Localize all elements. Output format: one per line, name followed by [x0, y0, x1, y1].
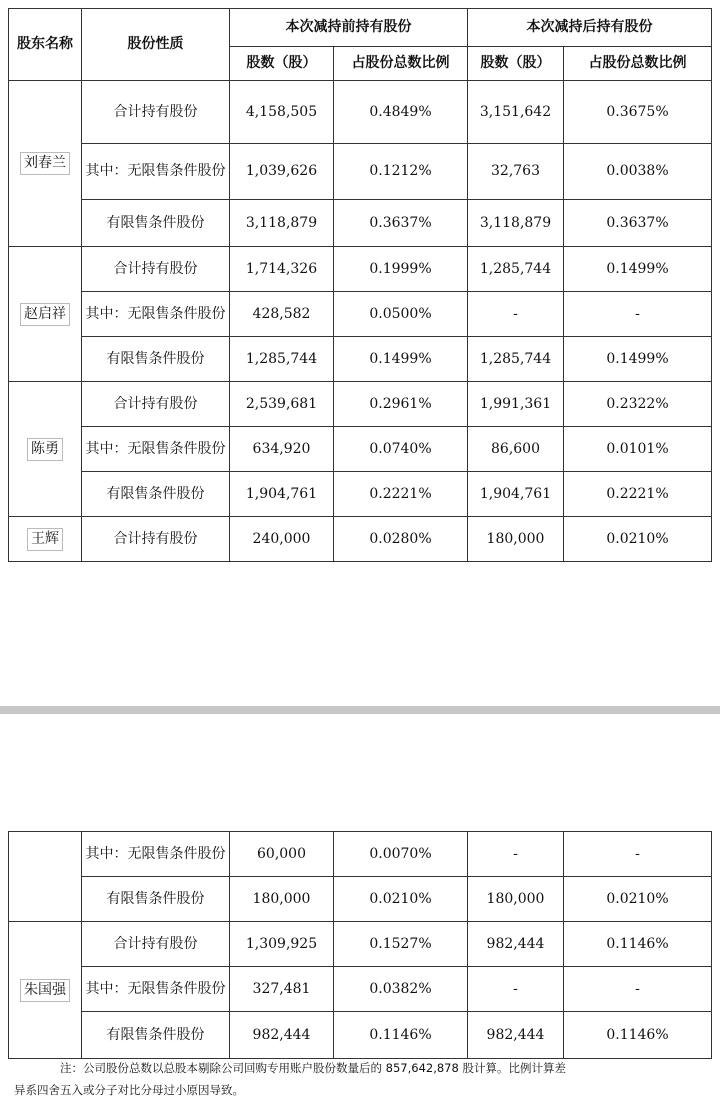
share-type-cell: 合计持有股份	[82, 922, 230, 967]
table-row	[9, 382, 712, 427]
after-ratio-cell: 0.1146%	[564, 1012, 712, 1059]
before-ratio-cell: 0.4849%	[334, 81, 468, 144]
after-ratio-cell: 0.1146%	[564, 922, 712, 967]
table-row	[9, 472, 712, 517]
before-ratio-cell: 0.1499%	[334, 337, 468, 382]
after-ratio-cell: -	[564, 292, 712, 337]
before-shares-cell: 428,582	[230, 292, 334, 337]
share-type-cell: 合计持有股份	[82, 382, 230, 427]
after-ratio-cell: 0.1499%	[564, 337, 712, 382]
after-ratio-cell: -	[564, 967, 712, 1012]
before-shares-cell: 240,000	[230, 517, 334, 562]
before-shares-cell: 4,158,505	[230, 81, 334, 144]
share-type-cell: 合计持有股份	[82, 247, 230, 292]
before-ratio-cell: 0.0070%	[334, 832, 468, 877]
table-row	[9, 967, 712, 1012]
table-body-page1	[9, 81, 712, 562]
share-type-cell: 其中：无限售条件股份	[82, 832, 230, 877]
share-type-cell: 合计持有股份	[82, 81, 230, 144]
before-ratio-cell: 0.1212%	[334, 144, 468, 200]
before-ratio-cell: 0.0280%	[334, 517, 468, 562]
after-shares-cell: 1,991,361	[468, 382, 564, 427]
footnote-line-1: 注：公司股份总数以总股本剔除公司回购专用账户股份数量后的 857,642,878 股计算。比例计算差	[60, 1061, 566, 1075]
after-shares-cell: 3,118,879	[468, 200, 564, 247]
table-row	[9, 1012, 712, 1059]
after-shares-cell: 982,444	[468, 1012, 564, 1059]
shareholder-name: 王辉	[27, 528, 63, 551]
share-type-cell: 合计持有股份	[82, 517, 230, 562]
after-shares-cell: 180,000	[468, 517, 564, 562]
after-shares-cell: -	[468, 292, 564, 337]
after-shares-cell: 1,285,744	[468, 247, 564, 292]
header-after-shares: 股数（股）	[468, 47, 564, 81]
shareholder-name: 赵启祥	[20, 303, 70, 326]
before-ratio-cell: 0.2221%	[334, 472, 468, 517]
shareholder-name-cell	[9, 922, 82, 1059]
header-before-ratio: 占股份总数比例	[334, 47, 468, 81]
after-ratio-cell: 0.0210%	[564, 517, 712, 562]
before-shares-cell: 1,039,626	[230, 144, 334, 200]
before-shares-cell: 327,481	[230, 967, 334, 1012]
table-row	[9, 292, 712, 337]
before-shares-cell: 180,000	[230, 877, 334, 922]
after-ratio-cell: 0.2322%	[564, 382, 712, 427]
share-type-cell: 其中：无限售条件股份	[82, 144, 230, 200]
share-type-cell: 有限售条件股份	[82, 200, 230, 247]
before-shares-cell: 3,118,879	[230, 200, 334, 247]
after-shares-cell: 1,904,761	[468, 472, 564, 517]
table-row	[9, 832, 712, 877]
table-row	[9, 337, 712, 382]
before-shares-cell: 1,309,925	[230, 922, 334, 967]
table-row	[9, 877, 712, 922]
share-type-cell: 其中：无限售条件股份	[82, 967, 230, 1012]
before-shares-cell: 1,285,744	[230, 337, 334, 382]
after-ratio-cell: 0.3637%	[564, 200, 712, 247]
shareholder-name-cell	[9, 81, 82, 247]
before-ratio-cell: 0.1527%	[334, 922, 468, 967]
header-shareholder-name: 股东名称	[9, 9, 82, 81]
before-ratio-cell: 0.2961%	[334, 382, 468, 427]
after-shares-cell: -	[468, 832, 564, 877]
header-share-type: 股份性质	[82, 9, 230, 81]
after-ratio-cell: 0.3675%	[564, 81, 712, 144]
after-shares-cell: 180,000	[468, 877, 564, 922]
before-shares-cell: 634,920	[230, 427, 334, 472]
table-row	[9, 81, 712, 144]
after-ratio-cell: 0.1499%	[564, 247, 712, 292]
table-row	[9, 427, 712, 472]
table-row	[9, 922, 712, 967]
after-shares-cell: -	[468, 967, 564, 1012]
before-ratio-cell: 0.0382%	[334, 967, 468, 1012]
after-shares-cell: 86,600	[468, 427, 564, 472]
header-before-shares: 股数（股）	[230, 47, 334, 81]
shareholder-name: 朱国强	[20, 979, 70, 1002]
before-shares-cell: 1,904,761	[230, 472, 334, 517]
shareholder-name: 陈勇	[27, 438, 63, 461]
footnote-line-2: 异系四舍五入或分子对比分母过小原因导致。	[14, 1083, 244, 1097]
after-ratio-cell: 0.0210%	[564, 877, 712, 922]
header-before-reduction: 本次减持前持有股份	[230, 9, 468, 47]
share-type-cell: 其中：无限售条件股份	[82, 292, 230, 337]
share-type-cell: 有限售条件股份	[82, 877, 230, 922]
before-ratio-cell: 0.0500%	[334, 292, 468, 337]
after-shares-cell: 982,444	[468, 922, 564, 967]
table-body-page2	[9, 832, 712, 1059]
table-row	[9, 144, 712, 200]
table-row	[9, 247, 712, 292]
after-ratio-cell: 0.0101%	[564, 427, 712, 472]
shareholder-name: 刘春兰	[20, 152, 70, 175]
before-ratio-cell: 0.3637%	[334, 200, 468, 247]
table-row	[9, 200, 712, 247]
after-shares-cell: 1,285,744	[468, 337, 564, 382]
shareholder-name-cell	[9, 517, 82, 562]
after-ratio-cell: 0.0038%	[564, 144, 712, 200]
shareholder-name-cell	[9, 382, 82, 517]
before-shares-cell: 60,000	[230, 832, 334, 877]
after-ratio-cell: 0.2221%	[564, 472, 712, 517]
after-shares-cell: 3,151,642	[468, 81, 564, 144]
before-shares-cell: 1,714,326	[230, 247, 334, 292]
before-shares-cell: 2,539,681	[230, 382, 334, 427]
table-footnote	[14, 1057, 714, 1101]
header-after-reduction: 本次减持后持有股份	[468, 9, 712, 47]
shareholder-name-cell	[9, 832, 82, 922]
shareholding-table-page1	[8, 8, 712, 562]
after-ratio-cell: -	[564, 832, 712, 877]
share-type-cell: 有限售条件股份	[82, 1012, 230, 1059]
page-divider	[0, 706, 720, 714]
before-shares-cell: 982,444	[230, 1012, 334, 1059]
before-ratio-cell: 0.0210%	[334, 877, 468, 922]
before-ratio-cell: 0.1146%	[334, 1012, 468, 1059]
share-type-cell: 其中：无限售条件股份	[82, 427, 230, 472]
table-row	[9, 517, 712, 562]
shareholding-table-page2	[8, 831, 712, 1059]
share-type-cell: 有限售条件股份	[82, 337, 230, 382]
header-after-ratio: 占股份总数比例	[564, 47, 712, 81]
shareholder-name-cell	[9, 247, 82, 382]
after-shares-cell: 32,763	[468, 144, 564, 200]
before-ratio-cell: 0.0740%	[334, 427, 468, 472]
before-ratio-cell: 0.1999%	[334, 247, 468, 292]
share-type-cell: 有限售条件股份	[82, 472, 230, 517]
